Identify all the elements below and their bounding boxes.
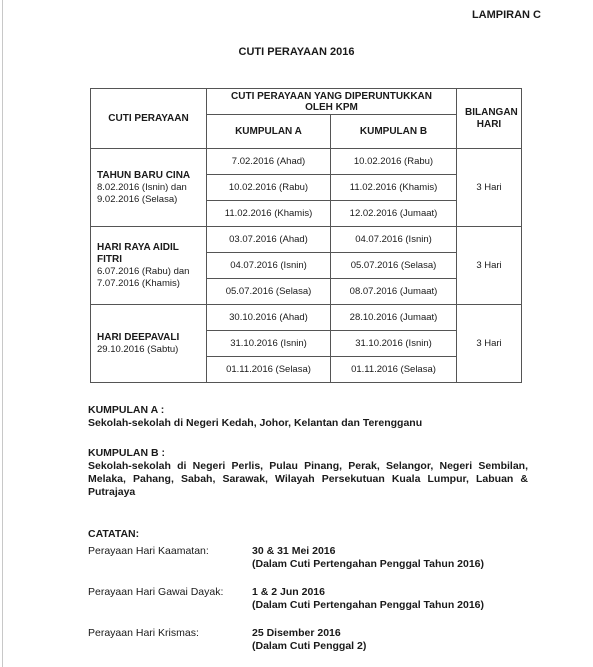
kumpulan-b-date: 01.11.2016 (Selasa)	[331, 357, 457, 383]
kumpulan-b-section	[88, 447, 528, 499]
note-remark: (Dalam Cuti Pertengahan Penggal Tahun 2016)	[252, 558, 485, 570]
kumpulan-a-date: 30.10.2016 (Ahad)	[207, 305, 331, 331]
kumpulan-b-date: 11.02.2016 (Khamis)	[331, 175, 457, 201]
kumpulan-b-date: 08.07.2016 (Jumaat)	[331, 279, 457, 305]
kumpulan-b-text: Sekolah-sekolah di Negeri Perlis, Pulau Pinang, Perak, Selangor, Negeri Sembilan, Melaka, Pahang, Sabah, Sarawak, Wilayah Persekutuan Kuala Lumpur, Labuan & Putrajaya	[88, 460, 528, 498]
days-count: 3 Hari	[457, 305, 522, 383]
document-title: CUTI PERAYAAN 2016	[238, 46, 355, 58]
kumpulan-a-date: 10.02.2016 (Rabu)	[207, 175, 331, 201]
days-count: 3 Hari	[457, 149, 522, 227]
kumpulan-b-date: 10.02.2016 (Rabu)	[331, 149, 457, 175]
days-count: 3 Hari	[457, 227, 522, 305]
kumpulan-b-date: 12.02.2016 (Jumaat)	[331, 201, 457, 227]
kumpulan-a-date: 31.10.2016 (Isnin)	[207, 331, 331, 357]
holiday-dates: 6.07.2016 (Rabu) dan 7.07.2016 (Khamis)	[97, 265, 190, 289]
catatan-heading: CATATAN:	[88, 528, 140, 540]
kumpulan-a-text: Sekolah-sekolah di Negeri Kedah, Johor, Kelantan dan Terengganu	[88, 417, 423, 429]
note-label: Perayaan Hari Krismas:	[88, 627, 199, 639]
table-row	[91, 227, 522, 253]
kumpulan-b-heading: KUMPULAN B :	[88, 447, 165, 459]
holiday-name: HARI DEEPAVALI	[97, 331, 180, 343]
kumpulan-a-date: 04.07.2016 (Isnin)	[207, 253, 331, 279]
note-value: 30 & 31 Mei 2016	[252, 545, 336, 557]
kumpulan-a-section	[88, 404, 528, 430]
kumpulan-b-date: 31.10.2016 (Isnin)	[331, 331, 457, 357]
table-row	[91, 149, 522, 175]
note-label: Perayaan Hari Kaamatan:	[88, 545, 209, 557]
header-kpm: CUTI PERAYAAN YANG DIPERUNTUKKAN OLEH KPM	[207, 89, 457, 115]
holiday-dates: 29.10.2016 (Sabtu)	[97, 343, 179, 355]
note-remark: (Dalam Cuti Penggal 2)	[252, 640, 367, 652]
holiday-cell	[91, 227, 207, 305]
kumpulan-a-date: 05.07.2016 (Selasa)	[207, 279, 331, 305]
holiday-table	[90, 88, 522, 383]
kumpulan-a-date: 11.02.2016 (Khamis)	[207, 201, 331, 227]
holiday-name: HARI RAYA AIDIL FITRI	[97, 241, 179, 265]
header-kumpulan-b: KUMPULAN B	[331, 115, 457, 149]
kumpulan-a-heading: KUMPULAN A :	[88, 404, 165, 416]
holiday-dates: 8.02.2016 (Isnin) dan 9.02.2016 (Selasa)	[97, 181, 187, 205]
note-value: 25 Disember 2016	[252, 627, 341, 639]
note-label: Perayaan Hari Gawai Dayak:	[88, 586, 224, 598]
holiday-cell	[91, 305, 207, 383]
note-remark: (Dalam Cuti Pertengahan Penggal Tahun 2016)	[252, 599, 485, 611]
kumpulan-b-date: 28.10.2016 (Jumaat)	[331, 305, 457, 331]
header-cuti-perayaan: CUTI PERAYAAN	[91, 89, 207, 149]
table-row	[91, 305, 522, 331]
kumpulan-b-date: 04.07.2016 (Isnin)	[331, 227, 457, 253]
kumpulan-a-date: 01.11.2016 (Selasa)	[207, 357, 331, 383]
appendix-label: LAMPIRAN C	[471, 9, 541, 21]
holiday-cell	[91, 149, 207, 227]
kumpulan-b-date: 05.07.2016 (Selasa)	[331, 253, 457, 279]
kumpulan-a-date: 03.07.2016 (Ahad)	[207, 227, 331, 253]
note-value: 1 & 2 Jun 2016	[252, 586, 325, 598]
holiday-name: TAHUN BARU CINA	[97, 169, 191, 181]
page-edge-line	[2, 0, 3, 667]
header-bilangan-hari: BILANGAN HARI	[457, 89, 522, 149]
kumpulan-a-date: 7.02.2016 (Ahad)	[207, 149, 331, 175]
header-kumpulan-a: KUMPULAN A	[207, 115, 331, 149]
